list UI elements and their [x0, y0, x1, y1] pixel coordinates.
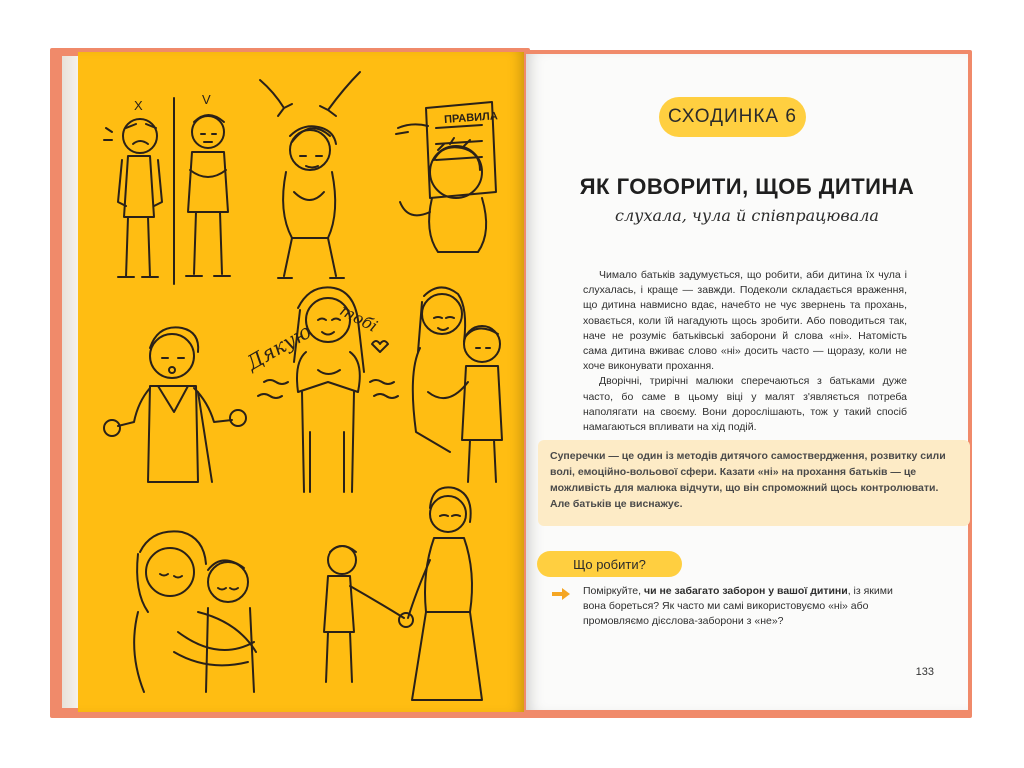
you-word-label: тобі [336, 300, 381, 336]
scolded-child-drawing [260, 72, 360, 278]
angry-and-calm-boy-drawing [104, 98, 230, 284]
body-text [583, 268, 907, 435]
holding-hands-drawing [324, 487, 482, 700]
paragraph-2: Дворічні, трирічні малюки сперечаються з батьками дуже часто, бо саме в цьому віці у малят з'являється потреба наполягати на своєму. Вони дорослішають, тож у такий спосіб намагаються впливати на хід подій. [583, 375, 907, 434]
tip-text [583, 584, 913, 630]
cross-mark-label: Х [134, 98, 143, 113]
arrow-right-icon [552, 588, 570, 600]
callout-text: Суперечки — це один із методів дитячого самоствердження, розвитку сили волі, емоційно-вольової сфери. Казати «ні» на прохання батьків — це можливість для малюка відчути, що він спроможний щось контролювати. Але батьків це виснажує. [550, 450, 946, 510]
check-mark-label: V [202, 92, 211, 107]
page-subtitle: слухала, чула й співпрацювала [615, 206, 879, 225]
tip-bold: чи не забагато заборон у вашої дитини [643, 585, 848, 597]
mother-and-son-drawing [413, 287, 502, 482]
text-page [526, 54, 968, 710]
hug-drawing [134, 531, 256, 692]
page-title: ЯК ГОВОРИТИ, ЩОБ ДИТИНА [579, 174, 915, 199]
line-illustrations [78, 52, 524, 712]
boy-with-fists-drawing [104, 327, 246, 482]
thanks-word-label: Дякую [242, 318, 316, 375]
tip-rest: , із якими вона бореться? Як часто ми самі використовуємо «ні» або промовляємо дієслова-заборони з «не»? [583, 585, 893, 628]
page-number: 133 [915, 666, 934, 678]
illustration-page [78, 52, 524, 712]
step-label-badge: СХОДИНКА 6 [659, 97, 806, 137]
tip-lead: Поміркуйте, [583, 585, 644, 597]
paragraph-1: Чимало батьків задумується, що робити, аби дитина їх чула і слухалась, і краще — завжди. Подеколи складається враження, що дитина навмисно вдає, начебто не чує звернень та прохань, ховається, коли їй нагадують щось зробити. Або поводиться так, наче не розуміє батьківські заборони й слова «ні». Натомість сама дитина вживає слово «ні» досить часто — щоразу, коли не хоче виконувати прохання. [583, 269, 907, 373]
rules-sign-label: ПРАВИЛА [443, 110, 499, 126]
what-to-do-badge: Що робити? [537, 551, 682, 577]
callout-box [538, 440, 970, 526]
